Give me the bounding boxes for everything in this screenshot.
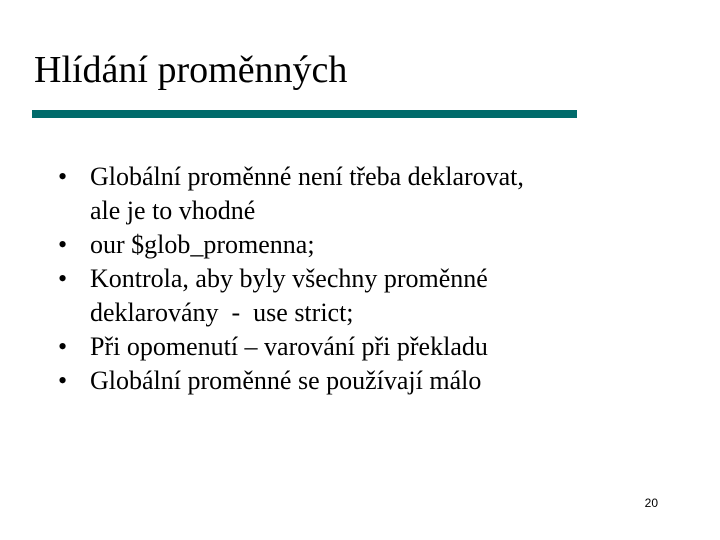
bullet-symbol: • (58, 162, 68, 191)
bullet-line: deklarovány - use strict; (90, 298, 354, 327)
bullet-item (58, 228, 678, 262)
bullet-line: our $glob_promenna; (90, 230, 315, 259)
page-number: 20 (644, 496, 658, 510)
title-underline (32, 110, 577, 118)
bullet-item (58, 160, 678, 228)
bullet-item (58, 262, 678, 330)
bullet-symbol: • (58, 230, 68, 259)
bullet-symbol: • (58, 264, 68, 293)
bullet-list (58, 160, 678, 398)
bullet-line: Globální proměnné se používají málo (90, 366, 482, 395)
bullet-line: ale je to vhodné (90, 196, 256, 225)
bullet-line: Při opomenutí – varování při překladu (90, 332, 488, 361)
bullet-line: Kontrola, aby byly všechny proměnné (90, 264, 488, 293)
bullet-line: Globální proměnné není třeba deklarovat, (90, 162, 524, 191)
bullet-item (58, 364, 678, 398)
bullet-symbol: • (58, 332, 68, 361)
slide-title: Hlídání proměnných (34, 49, 348, 91)
bullet-item (58, 330, 678, 364)
bullet-symbol: • (58, 366, 68, 395)
